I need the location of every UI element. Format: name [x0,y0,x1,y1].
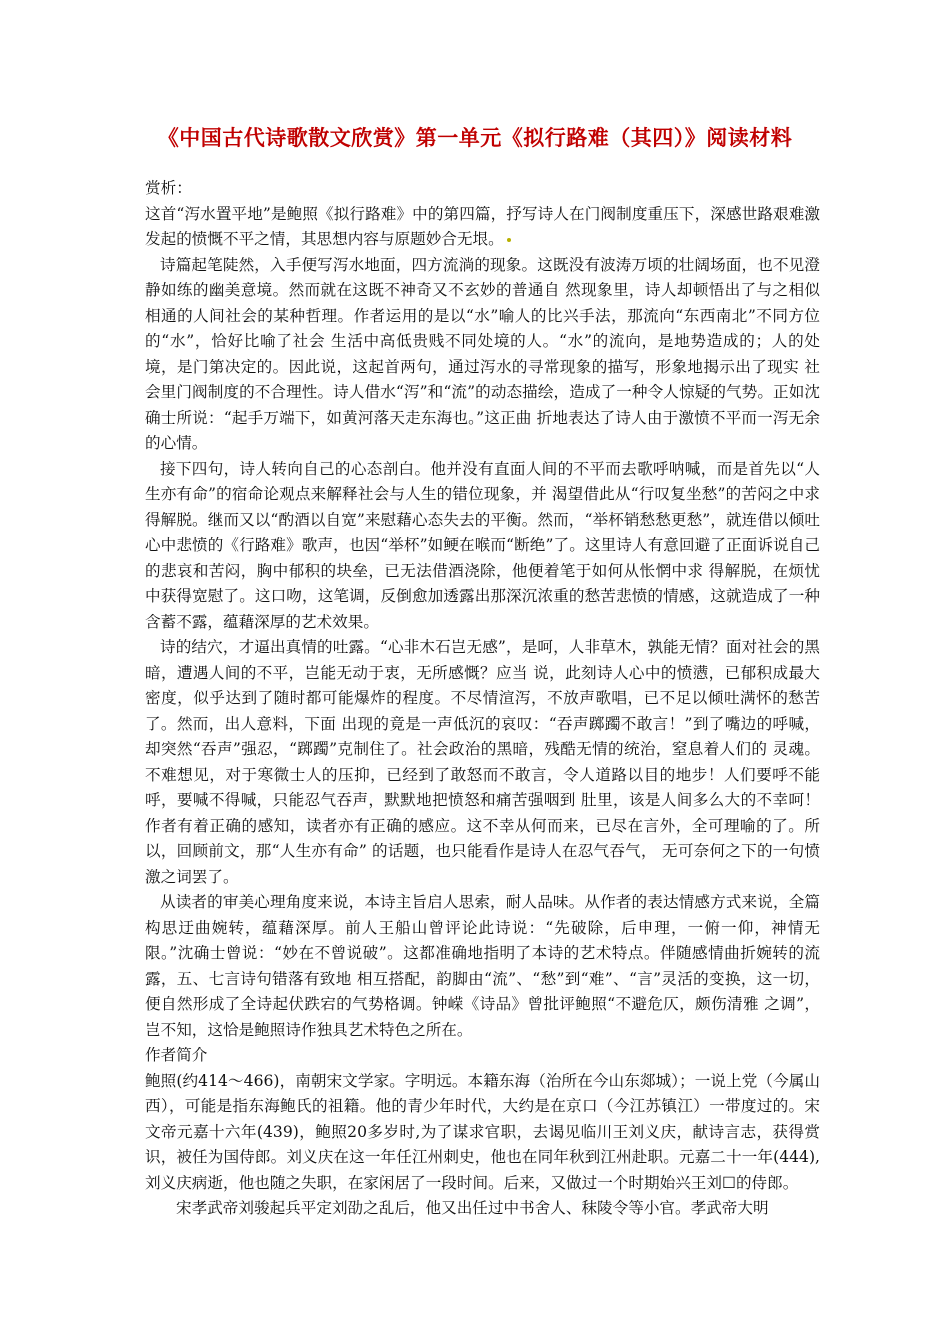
article-body [145,176,820,1222]
paragraph-3: 诗的结穴，才逼出真情的吐露。“心非木石岂无感”，是呵，人非草木，孰能无情？面对社会的黑暗，遭遇人间的不平，岂能无动于衷，无所感慨？应当 说，此刻诗人心中的愤懑，已郁积成最大密度，似乎达到了随时都可能爆炸的程度。不尽情渲泻，不放声歌唱，已不足以倾吐满怀的愁苦了。然而，出人意料，下面 出现的竟是一声低沉的哀叹：“吞声踯躅不敢言！”到了嘴边的呼喊，却突然“吞声”强忍，“踯躅”克制住了。社会政治的黑暗，残酷无情的统治，窒息着人们的 灵魂。不难想见，对于寒微士人的压抑，已经到了敢怒而不敢言，令人道路以目的地步！人们要呼不能呼，要喊不得喊，只能忍气吞声，默默地把愤怒和痛苦强咽到 肚里，该是人间多么大的不幸呵！作者有着正确的感知，读者亦有正确的感应。这不幸从何而来，已尽在言外，全可理喻的了。所以，回顾前文，那“人生亦有命” 的话题，也只能看作是诗人在忍气吞气， 无可奈何之下的一句愤激之词罢了。 [145,638,820,886]
section-heading-author: 作者简介 [145,1046,208,1064]
paragraph-intro-text: 这首“泻水置平地”是鲍照《拟行路难》中的第四篇，抒写诗人在门阀制度重压下，深感世路艰难激发起的愤慨不平之情，其思想内容与原题妙合无垠。 [145,204,820,248]
author-paragraph-1: 鲍照(约414～466)，南朝宋文学家。字明远。本籍东海（治所在今山东郯城）；一说上党（今属山西），可能是指东海鲍氏的祖籍。他的青少年时代，大约是在京口（今江苏镇江）一带度过的。宋文帝元嘉十六年(439)，鲍照20多岁时,为了谋求官职，去谒见临川王刘义庆，献诗言志，获得赏识，被任为国侍郎。刘义庆在这一年任江州刺史，他也在同年秋到江州赴职。元嘉二十一年(444),刘义庆病逝，他也随之失职，在家闲居了一段时间。后来，又做过一个时期始兴王刘☐的侍郎。 [145,1071,820,1192]
paragraph-2: 接下四句，诗人转向自己的心态剖白。他并没有直面人间的不平而去歌呼呐喊，而是首先以“人生亦有命”的宿命论观点来解释社会与人生的错位现象，并 渴望借此从“行叹复坐愁”的苦闷之中求得解脱。继而又以“酌酒以自宽”来慰藉心态失去的平衡。然而，“举杯销愁愁更愁”，就连借以倾吐心中悲愤的《行路难》歌声，也因“举杯”如鲠在喉而“断绝”了。这里诗人有意回避了正面诉说自己的悲哀和苦闷，胸中郁积的块垒，已无法借酒浇除，他便着笔于如何从怅惘中求 得解脱，在烦忧中获得宽慰了。这口吻，这笔调，反倒愈加透露出那深沉浓重的愁苦悲愤的情感，这就造成了一种含蓄不露，蕴藉深厚的艺术效果。 [145,459,820,631]
author-paragraph-2: 宋孝武帝刘骏起兵平定刘劭之乱后，他又出任过中书舍人、秣陵令等小官。孝武帝大明 [176,1199,769,1217]
page-title: 《中国古代诗歌散文欣赏》第一单元《拟行路难（其四）》阅读材料 [157,125,793,150]
paragraph-4: 从读者的审美心理角度来说，本诗主旨启人思索，耐人品味。从作者的表达情感方式来说，全篇构思迂曲婉转，蕴藉深厚。前人王船山曾评论此诗说：“先破除，后申理，一俯一仰，神情无限。”沈确士曾说：“妙在不曾说破”。这都准确地指明了本诗的艺术特点。伴随感情曲折婉转的流露，五、七言诗句错落有致地 相互搭配，韵脚由“流”、“愁”到“难”、“言”灵活的变换，这一切，便自然形成了全诗起伏跌宕的气势格调。钟嵘《诗品》曾批评鲍照“不避危仄，颇伤清雅 之调”，岂不知，这恰是鲍照诗作独具艺术特色之所在。 [145,893,820,1039]
highlight-dot [507,238,511,242]
paragraph-intro [145,202,820,253]
section-heading-appreciation: 赏析： [145,179,192,197]
paragraph-1: 诗篇起笔陡然，入手便写泻水地面，四方流淌的现象。这既没有波涛万顷的壮阔场面，也不见澄静如练的幽美意境。然而就在这既不神奇又不玄妙的普通自 然现象里，诗人却顿悟出了与之相似相通的人间社会的某种哲理。作者运用的是以“水”喻人的比兴手法，那流向“东西南北”不同方位的“水”，恰好比喻了社会 生活中高低贵贱不同处境的人。“水”的流向，是地势造成的；人的处境，是门第决定的。因此说，这起首两句，通过泻水的寻常现象的描写，形象地揭示出了现实 社会里门阀制度的不合理性。诗人借水“泻”和“流”的动态描绘，造成了一种令人惊疑的气势。正如沈确士所说：“起手万端下，如黄河落天走东海也。”这正曲 折地表达了诗人由于激愤不平而一泻无余的心情。 [145,255,820,452]
